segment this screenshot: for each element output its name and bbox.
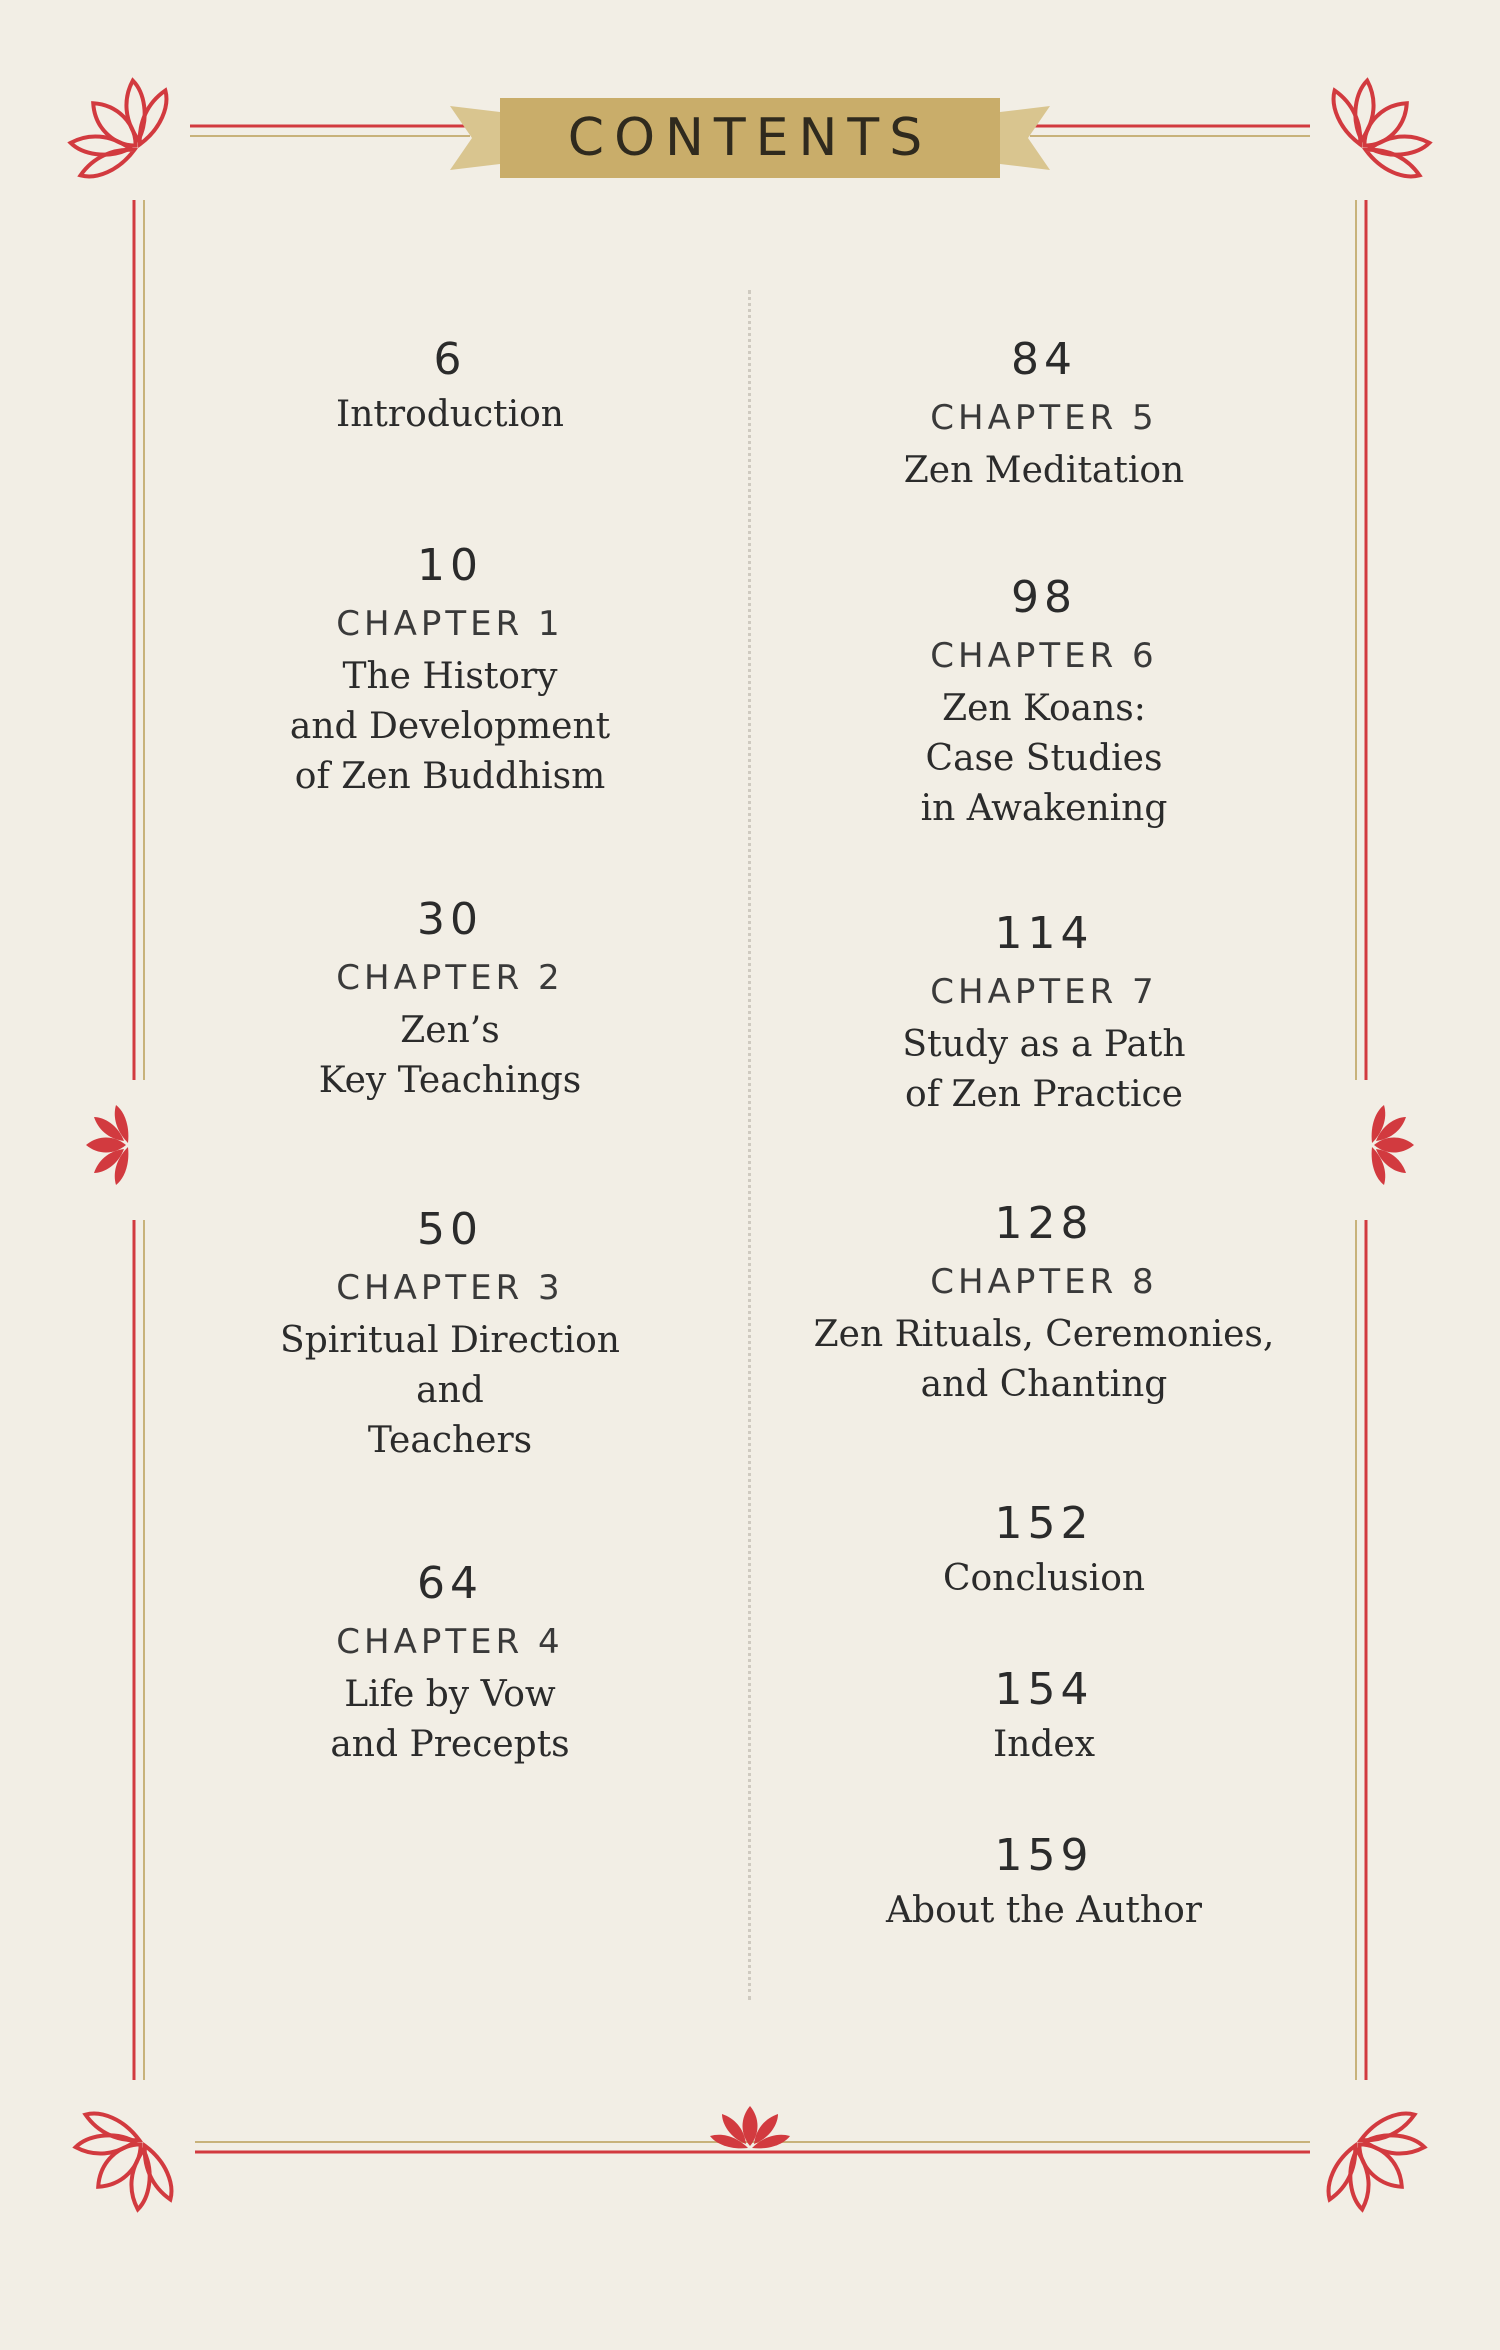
entry-title: Index — [992, 1724, 1096, 1765]
chapter-label: CHAPTER 1 — [336, 604, 564, 644]
toc-entry[interactable] — [724, 904, 1364, 1120]
entry-title: Introduction — [336, 394, 564, 435]
entry-title: Spiritual Direction and Teachers — [280, 1320, 620, 1461]
chapter-label: CHAPTER 5 — [930, 398, 1158, 438]
page-number: 10 — [417, 540, 483, 591]
toc-entry[interactable] — [130, 1554, 770, 1770]
entry-title: Zen’s Key Teachings — [318, 1010, 582, 1101]
entry-title: About the Author — [886, 1890, 1202, 1931]
page-number: 159 — [994, 1830, 1094, 1881]
toc-entry[interactable] — [130, 536, 770, 802]
lotus-solid-icon — [86, 1105, 128, 1185]
page-number: 84 — [1011, 334, 1077, 385]
toc-entry[interactable] — [130, 330, 770, 440]
page-number: 64 — [417, 1558, 483, 1609]
page-number: 152 — [994, 1498, 1094, 1549]
lotus-outline-icon — [1320, 61, 1449, 190]
lotus-outline-icon — [51, 61, 180, 190]
chapter-label: CHAPTER 8 — [930, 1262, 1158, 1302]
toc-entry[interactable] — [724, 1826, 1364, 1936]
page-number: 128 — [994, 1198, 1094, 1249]
lotus-outline-icon — [1315, 2100, 1444, 2229]
entry-title: Zen Koans: Case Studies in Awakening — [920, 688, 1168, 829]
entry-title: Life by Vow and Precepts — [330, 1674, 570, 1765]
lotus-solid-icon — [710, 2106, 790, 2148]
contents-banner — [450, 96, 1050, 180]
chapter-label: CHAPTER 7 — [930, 972, 1158, 1012]
chapter-label: CHAPTER 3 — [336, 1268, 564, 1308]
chapter-label: CHAPTER 6 — [930, 636, 1158, 676]
toc-entry[interactable] — [724, 1660, 1364, 1770]
lotus-solid-icon — [1372, 1105, 1414, 1185]
entry-title: Zen Meditation — [903, 450, 1185, 491]
page-number: 50 — [417, 1204, 483, 1255]
page-title: CONTENTS — [567, 108, 933, 168]
toc-entry[interactable] — [724, 1194, 1364, 1410]
toc-entry[interactable] — [130, 890, 770, 1106]
chapter-label: CHAPTER 2 — [336, 958, 564, 998]
page-number: 6 — [433, 334, 467, 385]
page-number: 114 — [994, 908, 1094, 959]
page-number: 98 — [1011, 572, 1077, 623]
toc-entry[interactable] — [130, 1200, 770, 1466]
entry-title: The History and Development of Zen Buddhism — [289, 656, 611, 797]
page-number: 154 — [994, 1664, 1094, 1715]
entry-title: Conclusion — [942, 1558, 1146, 1599]
page-number: 30 — [417, 894, 483, 945]
toc-entry[interactable] — [724, 1494, 1364, 1604]
lotus-outline-icon — [56, 2100, 185, 2229]
entry-title: Study as a Path of Zen Practice — [902, 1024, 1186, 1115]
chapter-label: CHAPTER 4 — [336, 1622, 564, 1662]
entry-title: Zen Rituals, Ceremonies, and Chanting — [813, 1314, 1275, 1405]
toc-entry[interactable] — [724, 330, 1364, 496]
toc-entry[interactable] — [724, 568, 1364, 834]
